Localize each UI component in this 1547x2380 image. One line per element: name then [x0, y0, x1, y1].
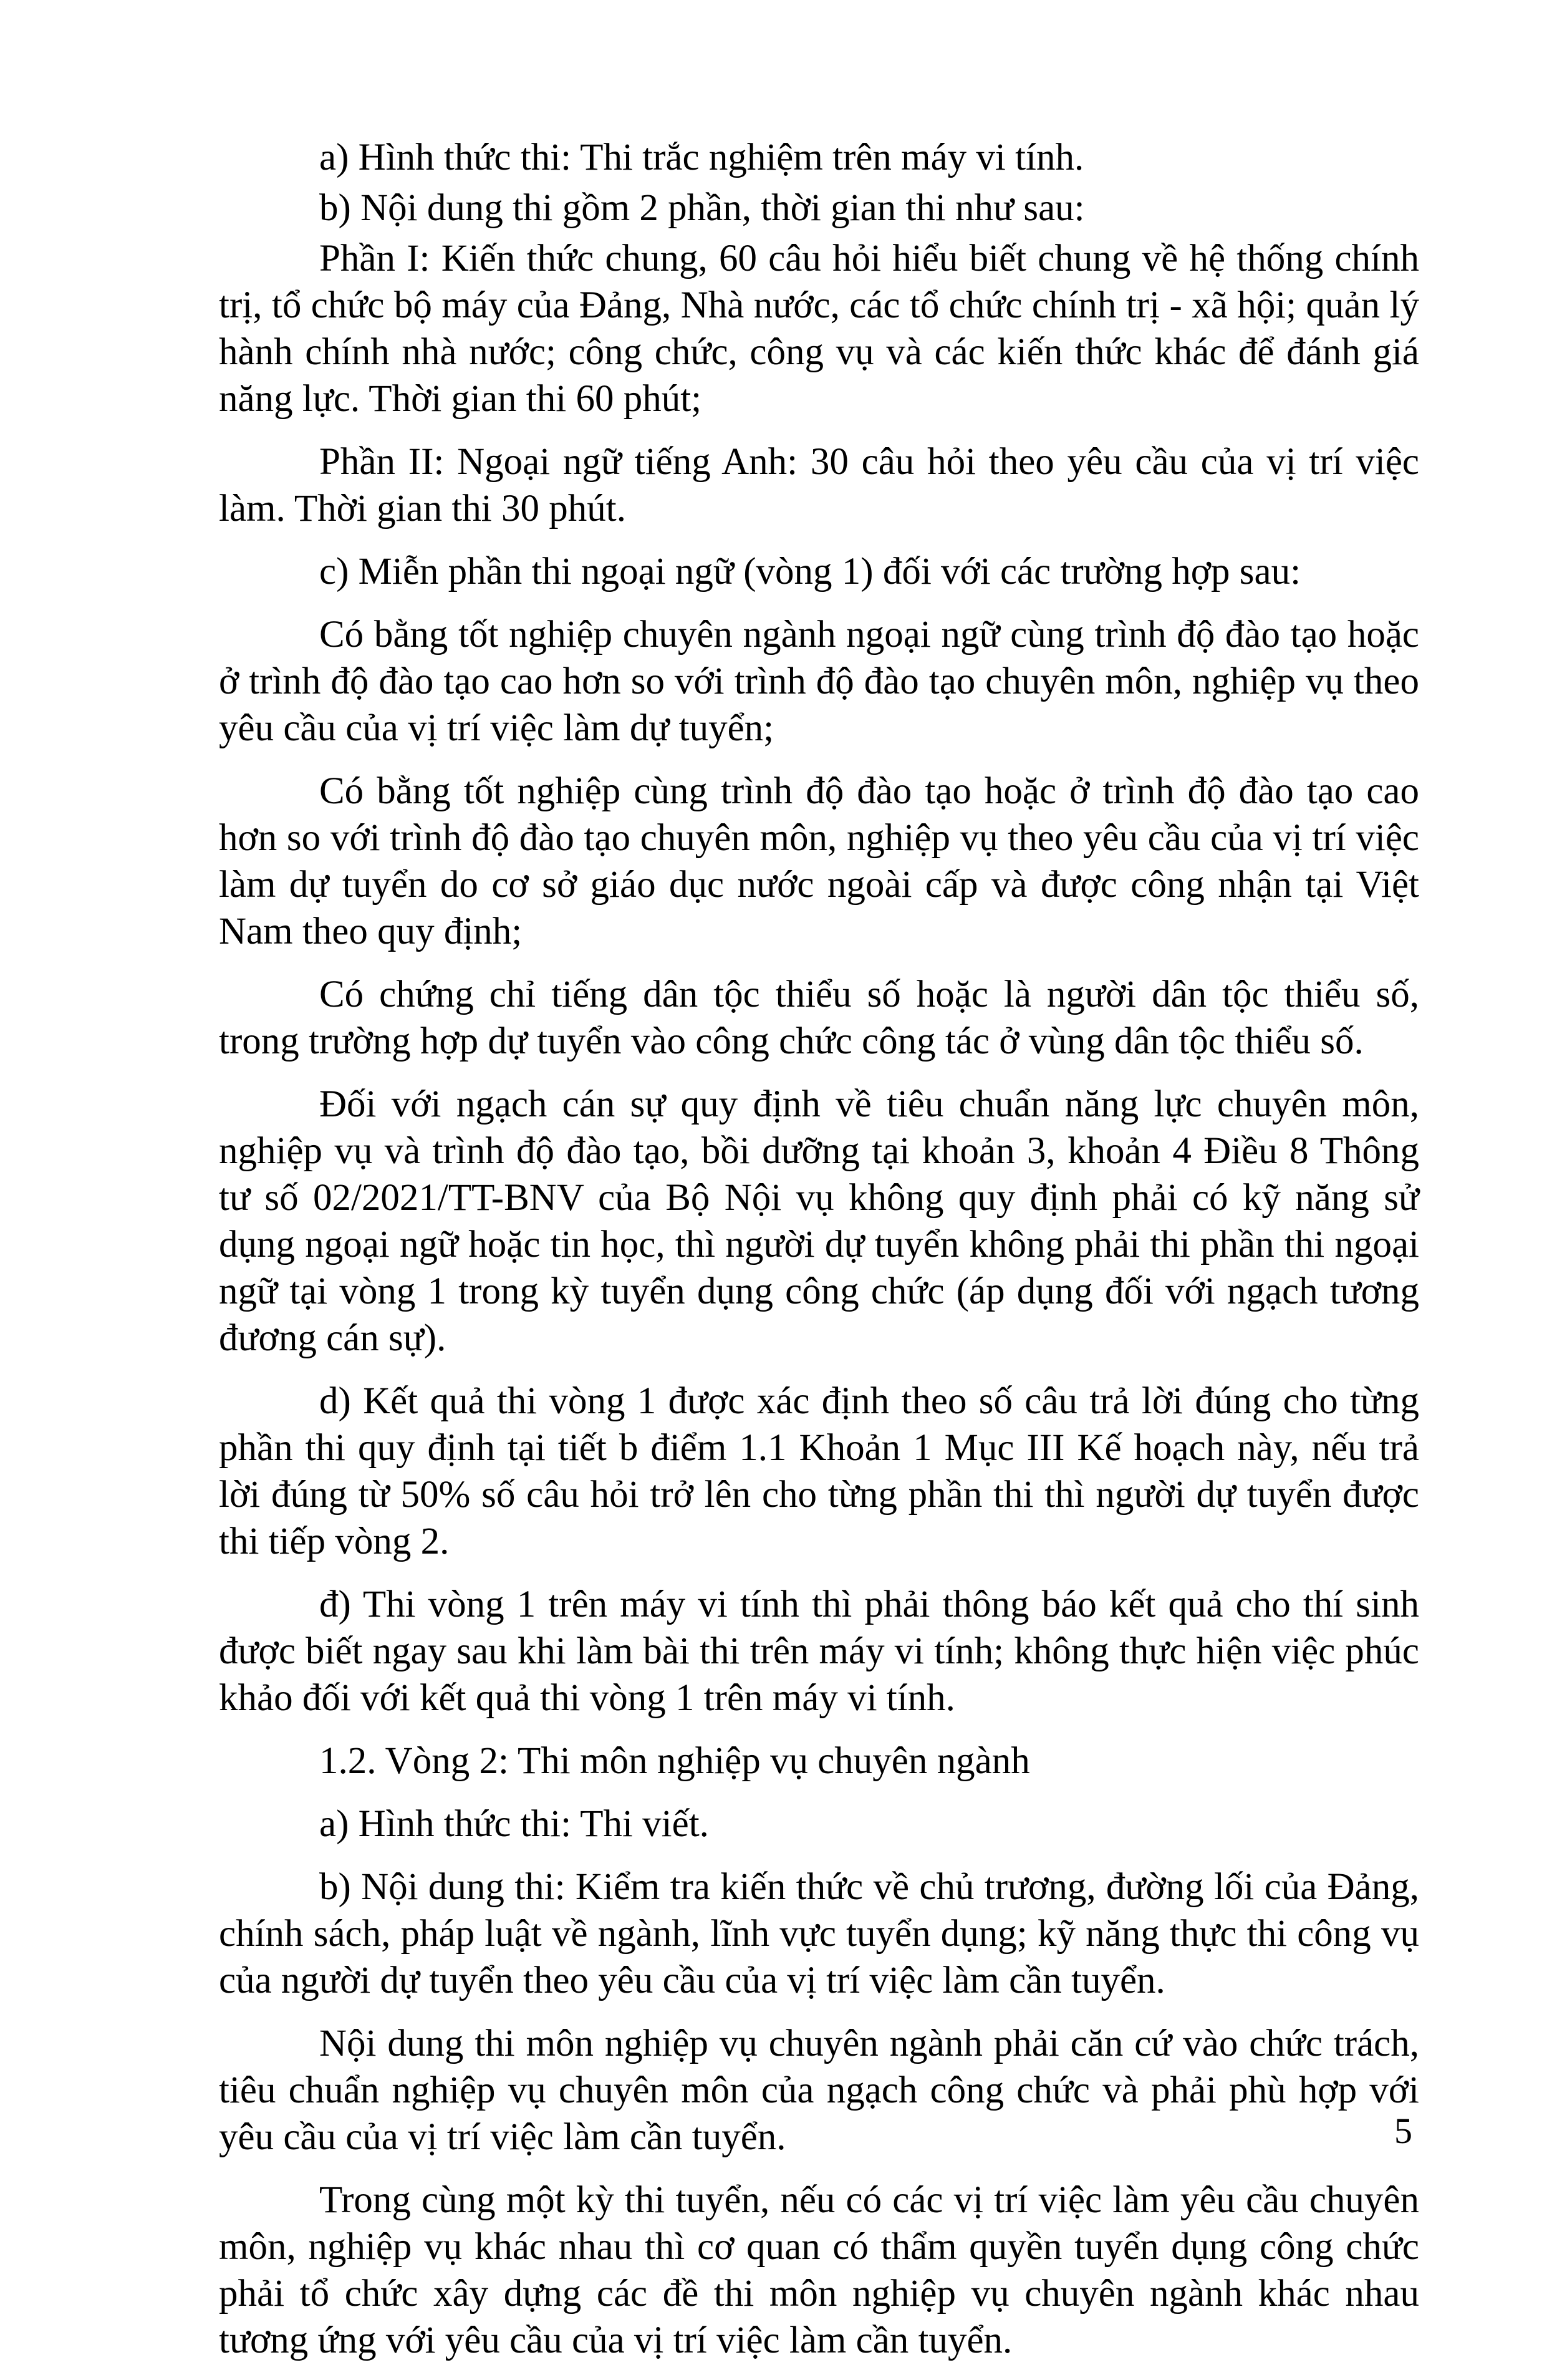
- page-number: 5: [1394, 2111, 1412, 2151]
- section-heading-round-2: 1.2. Vòng 2: Thi môn nghiệp vụ chuyên ngành: [319, 1740, 1030, 1782]
- paragraph-language-exemption: c) Miễn phần thi ngoại ngữ (vòng 1) đối với các trường hợp sau:: [319, 551, 1301, 593]
- paragraph-exemption-language-degree: Có bằng tốt nghiệp chuyên ngành ngoại ngữ cùng trình độ đào tạo hoặc ở trình độ đào tạo cao hơn so với trình độ đào tạo chuyên môn, nghiệp vụ theo yêu cầu của vị trí việc làm dự tuyển;: [219, 614, 1419, 749]
- paragraph-professional-content-basis: Nội dung thi môn nghiệp vụ chuyên ngành phải căn cứ vào chức trách, tiêu chuẩn nghiệp vụ chuyên môn của ngạch công chức và phải phù hợp với yêu cầu của vị trí việc làm cần tuyển.: [219, 2023, 1419, 2158]
- paragraph-exam-content-round-2: b) Nội dung thi: Kiểm tra kiến thức về chủ trương, đường lối của Đảng, chính sách, pháp luật về ngành, lĩnh vực tuyển dụng; kỹ năng thực thi công vụ của người dự tuyển theo yêu cầu của vị trí việc làm cần tuyển.: [219, 1866, 1419, 2001]
- paragraph-exam-content-round-1: b) Nội dung thi gồm 2 phần, thời gian thi như sau:: [319, 187, 1085, 229]
- paragraph-round-1-results: d) Kết quả thi vòng 1 được xác định theo số câu trả lời đúng cho từng phần thi quy định tại tiết b điểm 1.1 Khoản 1 Mục III Kế hoạch này, nếu trả lời đúng từ 50% số câu hỏi trở lên cho từng phần thi thì người dự tuyển được thi tiếp vòng 2.: [219, 1380, 1419, 1562]
- paragraph-part-2-english: Phần II: Ngoại ngữ tiếng Anh: 30 câu hỏi theo yêu cầu của vị trí việc làm. Thời gian thi 30 phút.: [219, 441, 1419, 530]
- paragraph-part-1-general-knowledge: Phần I: Kiến thức chung, 60 câu hỏi hiểu biết chung về hệ thống chính trị, tổ chức bộ máy của Đảng, Nhà nước, các tổ chức chính trị - xã hội; quản lý hành chính nhà nước; công chức, công vụ và các kiến thức khác để đánh giá năng lực. Thời gian thi 60 phút;: [219, 238, 1419, 420]
- paragraph-multiple-positions: Trong cùng một kỳ thi tuyển, nếu có các vị trí việc làm yêu cầu chuyên môn, nghiệp vụ khác nhau thì cơ quan có thẩm quyền tuyển dụng công chức phải tổ chức xây dựng các đề thi môn nghiệp vụ chuyên ngành khác nhau tương ứng với yêu cầu của vị trí việc làm cần tuyển.: [219, 2179, 1419, 2361]
- paragraph-exam-format-round-2: a) Hình thức thi: Thi viết.: [319, 1803, 709, 1845]
- paragraph-clerk-grade-note: Đối với ngạch cán sự quy định về tiêu chuẩn năng lực chuyên môn, nghiệp vụ và trình độ đào tạo, bồi dưỡng tại khoản 3, khoản 4 Điều 8 Thông tư số 02/2021/TT-BNV của Bộ Nội vụ không quy định phải có kỹ năng sử dụng ngoại ngữ hoặc tin học, thì người dự tuyển không phải thi phần thi ngoại ngữ tại vòng 1 trong kỳ tuyển dụng công chức (áp dụng đối với ngạch tương đương cán sự).: [219, 1083, 1419, 1359]
- paragraph-exemption-ethnic-language: Có chứng chỉ tiếng dân tộc thiểu số hoặc là người dân tộc thiểu số, trong trường hợp dự tuyển vào công chức công tác ở vùng dân tộc thiểu số.: [219, 974, 1419, 1062]
- paragraph-round-1-notification: đ) Thi vòng 1 trên máy vi tính thì phải thông báo kết quả cho thí sinh được biết ngay sau khi làm bài thi trên máy vi tính; không thực hiện việc phúc khảo đối với kết quả thi vòng 1 trên máy vi tính.: [219, 1584, 1419, 1719]
- document-body: [219, 134, 1419, 2380]
- paragraph-exam-format-round-1: a) Hình thức thi: Thi trắc nghiệm trên máy vi tính.: [319, 137, 1084, 178]
- paragraph-exemption-foreign-degree: Có bằng tốt nghiệp cùng trình độ đào tạo hoặc ở trình độ đào tạo cao hơn so với trình độ đào tạo chuyên môn, nghiệp vụ theo yêu cầu của vị trí việc làm dự tuyển do cơ sở giáo dục nước ngoài cấp và được công nhận tại Việt Nam theo quy định;: [219, 770, 1419, 952]
